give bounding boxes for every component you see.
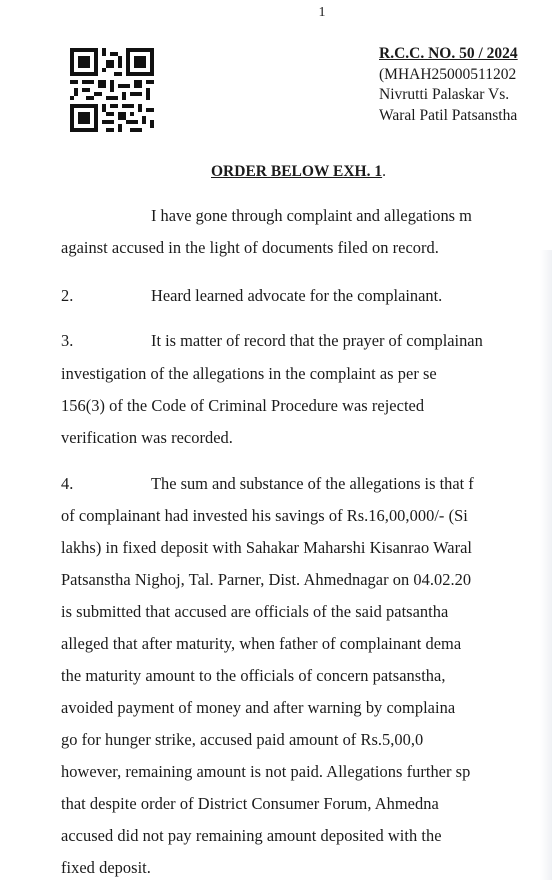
para4-line-4: Patsanstha Nighoj, Tal. Parner, Dist. Ahmednagar on 04.02.20: [61, 570, 472, 589]
para2-line-1: Heard learned advocate for the complainant.: [151, 286, 443, 305]
page-edge-shadow: [540, 250, 552, 880]
para3-line-1: It is matter of record that the prayer of complainan: [151, 331, 483, 350]
para1-line-2: against accused in the light of documents filed on record.: [61, 238, 439, 257]
qr-code-icon: [70, 48, 154, 132]
para3-line-2: investigation of the allegations in the complaint as per se: [61, 364, 437, 383]
para4-line-7: the maturity amount to the officials of concern patsanstha,: [61, 666, 446, 685]
para4-line-9: go for hunger strike, accused paid amount of Rs.5,00,0: [61, 730, 424, 749]
para3-number: 3.: [61, 331, 74, 350]
para4-line-6: alleged that after maturity, when father of complainant dema: [61, 634, 462, 653]
cnr-number: (MHAH25000511202: [379, 65, 517, 83]
case-number: R.C.C. NO. 50 / 2024: [379, 45, 518, 62]
party-line-1: Nivrutti Palaskar Vs.: [379, 86, 510, 103]
order-heading-suffix: .: [382, 163, 386, 180]
para4-line-10: however, remaining amount is not paid. Allegations further sp: [61, 762, 471, 781]
para4-number: 4.: [61, 474, 74, 493]
para3-line-4: verification was recorded.: [61, 428, 233, 447]
para4-line-1: The sum and substance of the allegations is that f: [151, 474, 474, 493]
para4-line-3: lakhs) in fixed deposit with Sahakar Maharshi Kisanrao Waral: [61, 538, 473, 557]
para4-line-5: is submitted that accused are officials of the said patsantha: [61, 602, 449, 621]
para4-line-12: accused did not pay remaining amount deposited with the: [61, 826, 442, 845]
order-heading-text: ORDER BELOW EXH. 1: [211, 163, 383, 180]
para4-line-13: fixed deposit.: [61, 858, 151, 877]
party-line-2: Waral Patil Patsanstha: [379, 106, 518, 124]
case-details: [379, 44, 518, 126]
para3-line-3: 156(3) of the Code of Criminal Procedure was rejected: [61, 396, 425, 415]
para4-line-11: that despite order of District Consumer Forum, Ahmedna: [61, 794, 439, 813]
para4-line-2: of complainant had invested his savings of Rs.16,00,000/- (Si: [61, 506, 468, 525]
order-heading: [211, 163, 386, 181]
page-number: 1: [318, 5, 326, 20]
para4-line-8: avoided payment of money and after warning by complaina: [61, 698, 456, 717]
para2-number: 2.: [61, 286, 74, 305]
para1-line-1: I have gone through complaint and allegations m: [151, 206, 472, 225]
